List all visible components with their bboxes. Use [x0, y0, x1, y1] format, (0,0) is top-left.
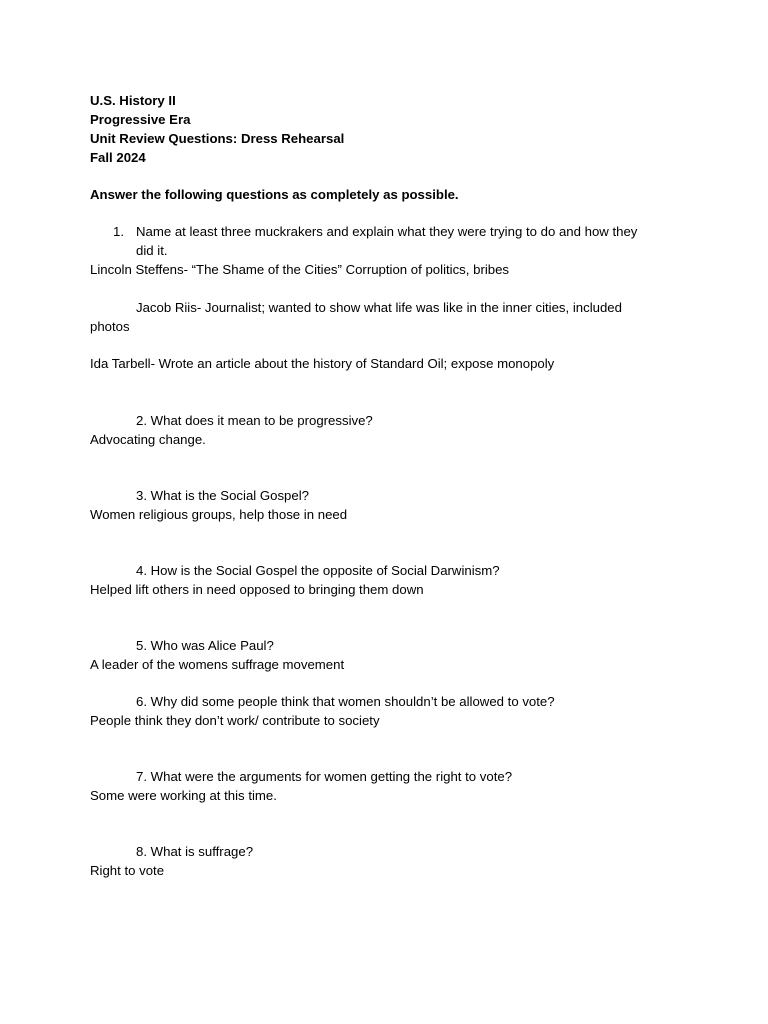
question-7: 7. What were the arguments for women getting the right to vote?	[136, 769, 513, 784]
answer-6: People think they don’t work/ contribute to society	[90, 713, 380, 728]
question-6: 6. Why did some people think that women shouldn’t be allowed to vote?	[136, 694, 555, 709]
question-1-number: 1.	[113, 224, 124, 239]
course-title: U.S. History II	[90, 93, 176, 108]
answer-3: Women religious groups, help those in need	[90, 507, 348, 522]
assignment-title: Unit Review Questions: Dress Rehearsal	[90, 131, 345, 146]
answer-8: Right to vote	[90, 863, 165, 878]
question-1-text-line1: Name at least three muckrakers and explain what they were trying to do and how they	[136, 224, 638, 239]
answer-1-tarbell: Ida Tarbell- Wrote an article about the history of Standard Oil; expose monopoly	[90, 356, 555, 371]
question-3: 3. What is the Social Gospel?	[136, 488, 309, 503]
answer-1-riis-line2: photos	[90, 319, 130, 334]
answer-7: Some were working at this time.	[90, 788, 277, 803]
answer-2: Advocating change.	[90, 432, 206, 447]
term-label: Fall 2024	[90, 150, 146, 165]
answer-4: Helped lift others in need opposed to bringing them down	[90, 582, 424, 597]
question-8: 8. What is suffrage?	[136, 844, 254, 859]
answer-5: A leader of the womens suffrage movement	[90, 657, 345, 672]
question-4: 4. How is the Social Gospel the opposite of Social Darwinism?	[136, 563, 500, 578]
answer-1-steffens: Lincoln Steffens- “The Shame of the Cities” Corruption of politics, bribes	[90, 262, 510, 277]
question-2: 2. What does it mean to be progressive?	[136, 413, 373, 428]
instructions: Answer the following questions as completely as possible.	[90, 187, 459, 202]
question-1-text-line2: did it.	[136, 243, 168, 258]
question-5: 5. Who was Alice Paul?	[136, 638, 274, 653]
answer-1-riis-line1: Jacob Riis- Journalist; wanted to show what life was like in the inner cities, included	[136, 300, 622, 315]
unit-title: Progressive Era	[90, 112, 191, 127]
